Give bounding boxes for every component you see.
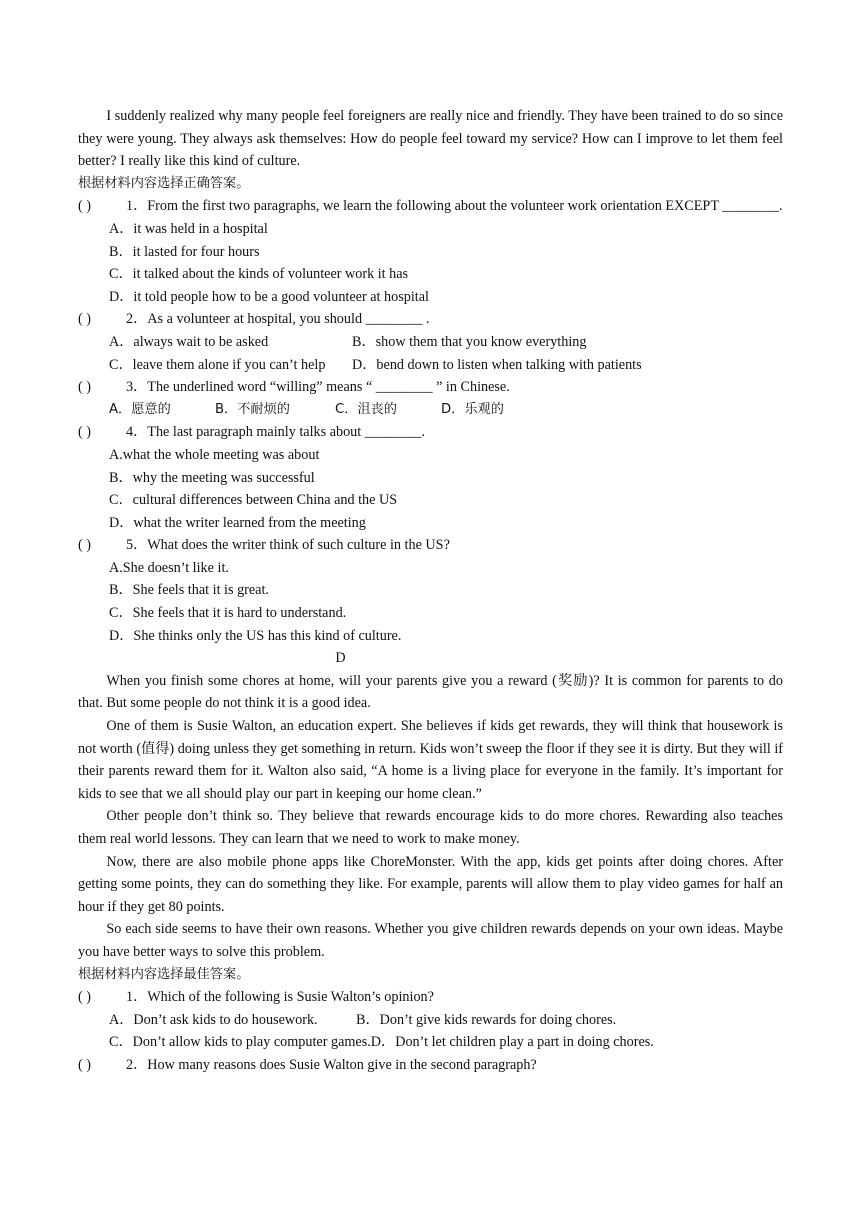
option-b: B．She feels that it is great. xyxy=(109,582,269,599)
answer-blank[interactable]: ( ) xyxy=(78,989,91,1006)
options-row xyxy=(78,331,783,354)
answer-blank[interactable]: ( ) xyxy=(78,424,91,441)
passage-d-paragraph-1: When you finish some chores at home, will your parents give you a reward (奖励)? It is common for parents to do that. But some people do not think it is a good idea. xyxy=(78,672,783,712)
instruction-d: 根据材料内容选择最佳答案。 xyxy=(78,966,250,982)
option-b: B．不耐烦的 xyxy=(215,401,290,417)
question-c5 xyxy=(78,534,783,557)
options-row xyxy=(78,1031,783,1054)
question-stem: 1．From the first two paragraphs, we learn the following about the volunteer work orientation EXCEPT ________. xyxy=(126,198,783,215)
passage-d-paragraph-5: So each side seems to have their own reasons. Whether you give children rewards depends on your own ideas. Maybe you have better ways to solve this problem. xyxy=(78,921,783,960)
question-stem: 4．The last paragraph mainly talks about ________. xyxy=(126,424,426,441)
answer-blank[interactable]: ( ) xyxy=(78,311,91,328)
option-b: B．it lasted for four hours xyxy=(109,243,260,260)
option-c: C．cultural differences between China and the US xyxy=(109,492,398,509)
options-row xyxy=(78,399,783,422)
option-d: D．bend down to listen when talking with patients xyxy=(352,356,642,373)
question-c2 xyxy=(78,308,783,331)
worksheet-page xyxy=(78,105,783,1077)
question-c3 xyxy=(78,376,783,399)
question-d1 xyxy=(78,986,783,1009)
option-a: A.She doesn’t like it. xyxy=(109,559,229,576)
option-b: B．Don’t give kids rewards for doing chores. xyxy=(356,1011,617,1028)
question-stem: 5．What does the writer think of such culture in the US? xyxy=(126,537,450,554)
answer-blank[interactable]: ( ) xyxy=(78,537,91,554)
option-a: A．愿意的 xyxy=(109,401,171,417)
option-d: D．it told people how to be a good volunteer at hospital xyxy=(109,288,429,305)
instruction-c: 根据材料内容选择正确答案。 xyxy=(78,175,250,191)
options-row xyxy=(78,354,783,377)
passage-d-paragraph-4: Now, there are also mobile phone apps like ChoreMonster. With the app, kids get points after doing chores. After getting some points, they can do something they like. For example, parents will allow them to play video games for half an hour if they get 80 points. xyxy=(78,853,783,915)
answer-blank[interactable]: ( ) xyxy=(78,379,91,396)
question-stem: 2．How many reasons does Susie Walton give in the second paragraph? xyxy=(126,1056,537,1073)
option-c: C．it talked about the kinds of volunteer work it has xyxy=(109,266,409,283)
passage-d-paragraph-3: Other people don’t think so. They believe that rewards encourage kids to do more chores. Rewarding also teaches them real world lessons. They can learn that we need to work to make money. xyxy=(78,808,783,847)
passage-d-paragraph-2: One of them is Susie Walton, an education expert. She believes if kids get rewards, they will think that housework is not worth (值得) doing unless they get something in return. Kids won’t sweep the floor if they see it is dirty. But they will if their parents reward them for it. Walton also said, “A home is a living place for everyone in the family. It’s important for kids to see that we all should play our part in keeping our home clean.” xyxy=(78,718,783,802)
option-a: A.what the whole meeting was about xyxy=(109,446,320,463)
option-b: B．show them that you know everything xyxy=(352,333,587,350)
option-d: D．Don’t let children play a part in doing chores. xyxy=(370,1034,654,1051)
option-d: D．what the writer learned from the meeting xyxy=(109,514,366,531)
option-b: B．why the meeting was successful xyxy=(109,469,315,486)
options-row xyxy=(78,1009,783,1032)
option-c: C．She feels that it is hard to understand. xyxy=(109,605,347,622)
question-d2 xyxy=(78,1054,783,1077)
question-stem: 3．The underlined word “willing” means “ ________ ” in Chinese. xyxy=(126,379,510,396)
option-a: A．always wait to be asked xyxy=(109,333,269,350)
question-stem: 2．As a volunteer at hospital, you should ________ . xyxy=(126,311,430,328)
passage-c-final-paragraph: I suddenly realized why many people feel foreigners are really nice and friendly. They have been trained to do so since they were young. They always ask themselves: How do people feel toward my service? How can I improve to let them feel better? I really like this kind of culture. xyxy=(78,108,783,170)
answer-blank[interactable]: ( ) xyxy=(78,1056,91,1073)
option-a: A．it was held in a hospital xyxy=(109,220,268,237)
option-c: C．沮丧的 xyxy=(335,401,397,417)
question-stem: 1．Which of the following is Susie Walton’s opinion? xyxy=(126,989,434,1006)
option-d: D．She thinks only the US has this kind of culture. xyxy=(109,627,402,644)
question-c1 xyxy=(78,195,783,218)
question-c4 xyxy=(78,421,783,444)
option-a: A．Don’t ask kids to do housework. xyxy=(109,1011,318,1028)
option-c: C．Don’t allow kids to play computer games. xyxy=(109,1034,371,1051)
option-c: C．leave them alone if you can’t help xyxy=(109,356,326,373)
answer-blank[interactable]: ( ) xyxy=(78,198,91,215)
section-d-heading: D xyxy=(335,650,346,667)
option-d: D．乐观的 xyxy=(441,401,504,417)
